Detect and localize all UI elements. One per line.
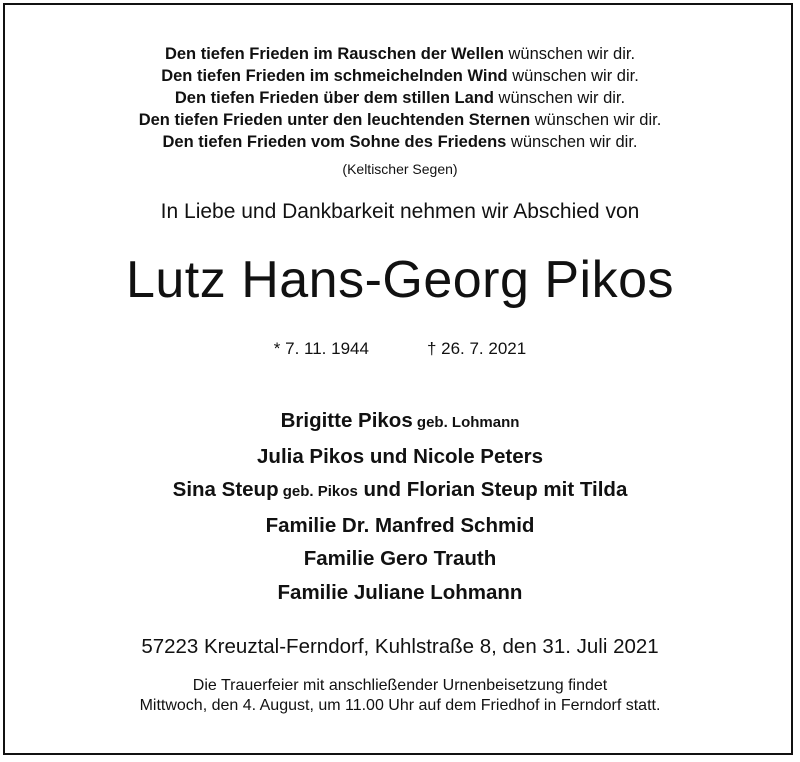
death-date: † 26. 7. 2021: [426, 339, 527, 358]
ceremony-line: Die Trauerfeier mit anschließender Urnenbeisetzung findet: [192, 677, 608, 694]
mourner-line: Familie Juliane Lohmann: [277, 580, 523, 604]
mourner-birth-name: geb. Pikos: [278, 483, 358, 500]
mourner-name: Sina Steup: [172, 478, 279, 501]
poem-line-rest: wünschen wir dir.: [503, 45, 636, 63]
ceremony-info: [0, 676, 800, 716]
mourner-line: Familie Dr. Manfred Schmid: [265, 513, 535, 537]
mourner-line: [0, 404, 800, 440]
poem-line-bold: Den tiefen Frieden im Rauschen der Wellen: [164, 45, 504, 63]
mourners-list: [0, 404, 800, 609]
poem-line: [0, 65, 800, 87]
intro-text: In Liebe und Dankbarkeit nehmen wir Abschied von: [160, 200, 640, 223]
mourner-line: Julia Pikos und Nicole Peters: [257, 444, 543, 468]
poem-line: [0, 131, 800, 153]
poem-line-rest: wünschen wir dir.: [530, 111, 662, 129]
mourner-name: und Florian Steup mit Tilda: [357, 478, 628, 501]
poem-line-rest: wünschen wir dir.: [493, 89, 626, 107]
mourner-birth-name: geb. Lohmann: [412, 414, 520, 431]
poem-line-bold: Den tiefen Frieden über dem stillen Land: [174, 89, 494, 107]
mourner-line: Familie Gero Trauth: [303, 547, 497, 570]
poem-source: (Keltischer Segen): [342, 161, 458, 177]
deceased-name: Lutz Hans-Georg Pikos: [125, 251, 675, 309]
ceremony-line: Mittwoch, den 4. August, um 11.00 Uhr auf dem Friedhof in Ferndorf statt.: [139, 697, 661, 714]
poem-line: [0, 87, 800, 109]
place-and-date: 57223 Kreuztal-Ferndorf, Kuhlstraße 8, den 31. Juli 2021: [141, 635, 659, 658]
poem-line-bold: Den tiefen Frieden im schmeichelnden Wind: [161, 67, 508, 85]
poem: [0, 43, 800, 153]
poem-line-rest: wünschen wir dir.: [506, 133, 638, 151]
poem-line-bold: Den tiefen Frieden unter den leuchtenden Sternen: [138, 111, 531, 129]
life-dates: [0, 339, 800, 359]
poem-line: [0, 109, 800, 131]
poem-line-rest: wünschen wir dir.: [507, 67, 639, 85]
poem-line-bold: Den tiefen Frieden vom Sohne des Friedens: [162, 133, 507, 151]
poem-line: [0, 43, 800, 65]
mourner-line: [0, 473, 800, 509]
mourner-name: Brigitte Pikos: [280, 409, 413, 432]
birth-date: * 7. 11. 1944: [273, 339, 369, 358]
